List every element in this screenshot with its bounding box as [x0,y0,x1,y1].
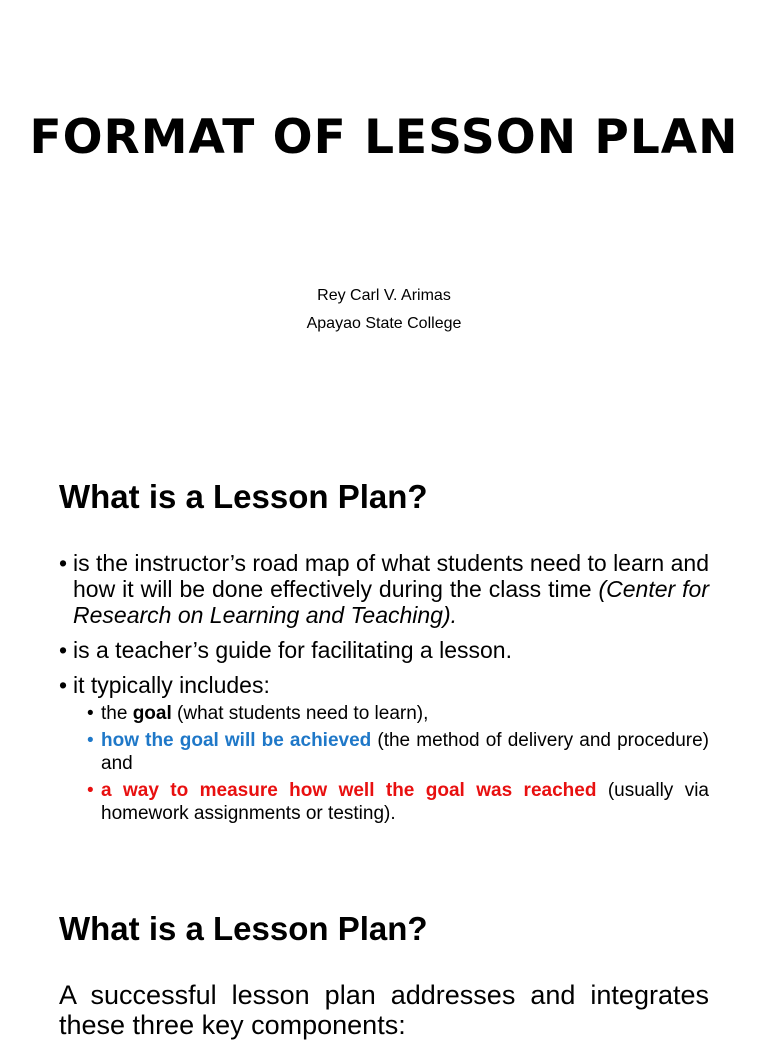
sub-bullet-goal-pre: the [101,703,133,724]
bullet-roadmap-text: is the instructor’s road map of what students need to learn and how it will be done effectively during the class time [73,550,709,602]
citation: (Center for Research on Learning and Teaching). [73,576,709,628]
components-slide [0,852,768,1040]
sub-bullet-list [87,702,709,825]
method-highlight: how the goal will be achieved [101,730,372,751]
sub-bullet-goal-post: (what students need to learn), [171,703,429,724]
sub-bullet-method [87,729,709,775]
components-paragraph: A successful lesson plan addresses and integrates these three key components: [59,980,709,1040]
sub-bullet-measure-post: (usually via homework assignments or testing). [101,780,709,824]
author-name: Rey Carl V. Arimas [317,287,451,304]
title-slide [0,0,768,420]
slide-heading: What is a Lesson Plan? [59,478,428,515]
presentation-title: FORMAT OF LESSON PLAN [29,110,739,165]
bullet-includes [59,672,709,825]
goal-keyword: goal [132,703,172,724]
sub-bullet-goal [87,702,709,725]
measure-highlight: a way to measure how well the goal was reached [101,780,597,801]
sub-bullet-method-post: (the method of delivery and procedure) and [101,730,709,774]
bullet-list [59,550,709,834]
bullet-roadmap [59,550,709,628]
bullet-includes-text: it typically includes: [73,672,270,698]
bullet-guide: • is a teacher’s guide for facilitating a lesson. [59,637,709,663]
college-name: Apayao State College [306,315,462,332]
sub-bullet-measure [87,779,709,825]
definition-slide [0,420,768,852]
slide-heading: What is a Lesson Plan? [59,910,428,947]
